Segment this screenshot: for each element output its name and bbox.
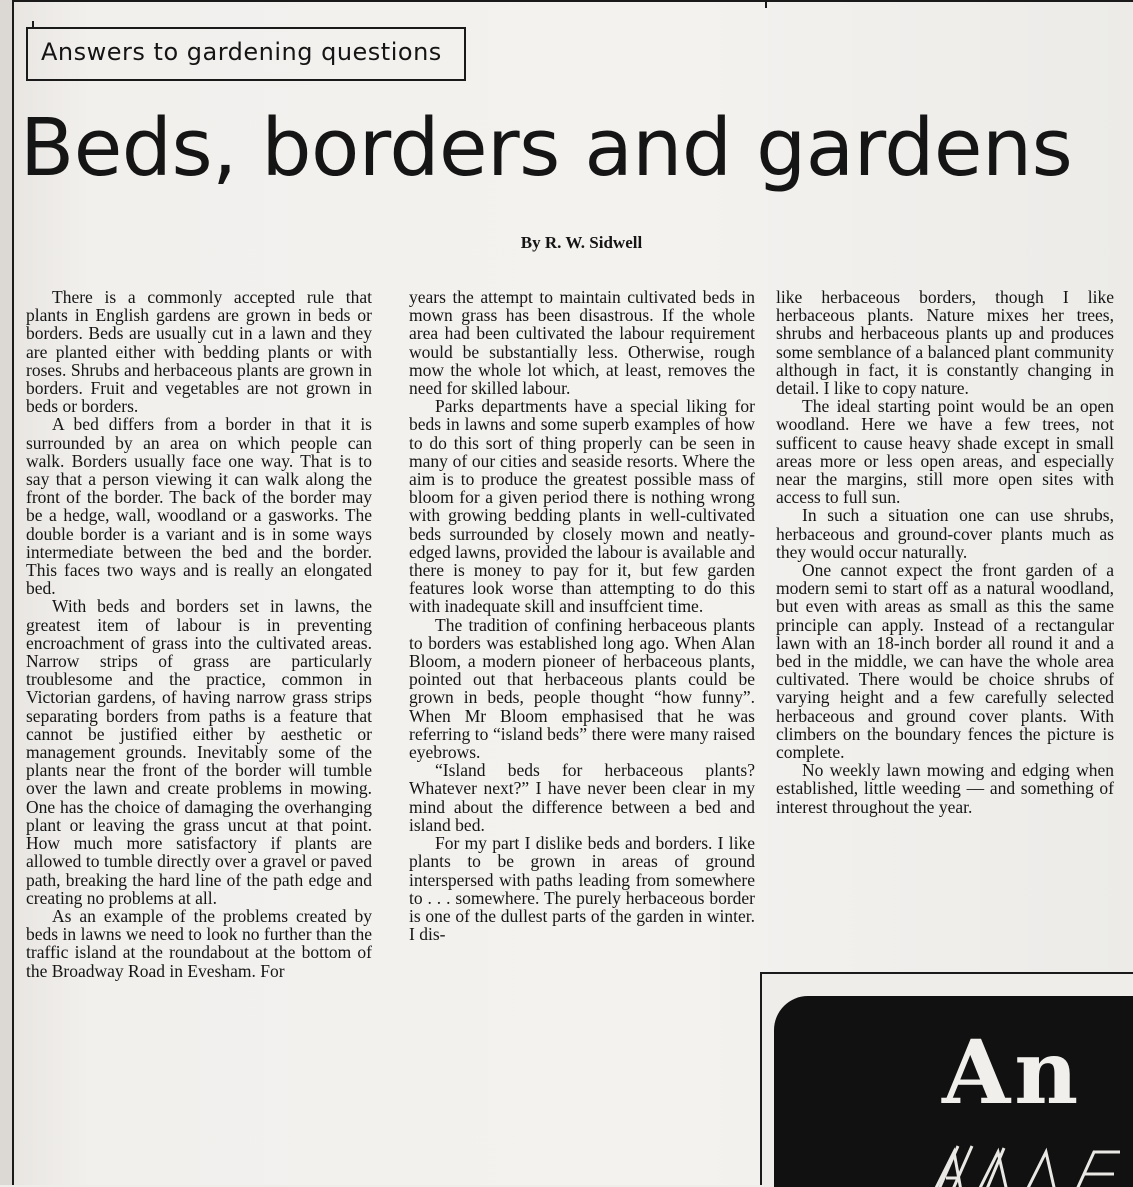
article-paragraph: The ideal starting point would be an open woodland. Here we have a few trees, not sufficent to cause heavy shade except in small areas more or less open areas, and especially near the margins, still more open sites with access to full sun. xyxy=(776,396,1114,508)
advertisement-headline: An xyxy=(942,1020,1083,1124)
article-column-1 xyxy=(26,288,372,980)
article-paragraph: One cannot expect the front garden of a modern semi to start off as a natural woodland, but even with areas as small as this the same principle can apply. Instead of a rectangular lawn with an 18-inch border all round it and a bed in the middle, we can have the whole area cultivated. There would be choice shrubs of varying height and a few carefully selected herbaceous and ground cover plants. With climbers on the boundary fences the picture is complete. xyxy=(776,560,1114,763)
article-paragraph: In such a situation one can use shrubs, herbaceous and ground-cover plants much as they would occur naturally. xyxy=(776,505,1114,562)
article-paragraph: Parks departments have a special liking for beds in lawns and some superb examples of how to do this sort of thing properly can be seen in many of our cities and seaside resorts. Where the aim is to produce the greatest possible mass of bloom for a given period there is nothing wrong with growing bedding plants in well-cultivated beds surrounded by closely mown and neatly-edged lawns, provided the labour is available and there is money to pay for it, but few garden features look worse than attempting to do this with inadequate skill and insuffcient time. xyxy=(409,396,756,617)
article-column-2 xyxy=(409,288,755,943)
byline: By R. W. Sidwell xyxy=(520,233,643,252)
article-paragraph: For my part I dislike beds and borders. I like plants to be grown in areas of ground interspersed with paths leading from somewhere to . . . somewhere. The purely herbaceous border is one of the dullest parts of the garden in winter. I dis- xyxy=(409,833,755,945)
article-paragraph: “Island beds for herbaceous plants? Whatever next?” I have never been clear in my mind about the difference between a bed and island bed. xyxy=(409,760,755,835)
article-paragraph: There is a commonly accepted rule that plants in English gardens are grown in beds or borders. Beds are usually cut in a lawn and they are planted either with bedding plants or with roses. Shrubs and herbaceous plants are grown in borders. Fruit and vegetables are not grown in beds or borders. xyxy=(26,287,372,417)
article-paragraph: A bed differs from a border in that it is surrounded by an area on which people can walk. Borders usually face one way. That is to say that a person viewing it can walk along the front of the border. The back of the border may be a hedge, wall, woodland or a gasworks. The double border is a variant and is in some ways intermediate between the bed and the border. This faces two ways and is really an elongated bed. xyxy=(26,414,372,599)
article-paragraph: No weekly lawn mowing and edging when established, little weeding — and something of interest throughout the year. xyxy=(776,760,1114,817)
headline: Beds, borders and gardens xyxy=(20,102,1073,194)
kicker-text: Answers to gardening questions xyxy=(41,38,442,66)
kicker-box xyxy=(26,27,466,81)
article-paragraph: The tradition of confining herbaceous plants to borders was established long ago. When Alan Bloom, a modern pioneer of herbaceous plants, pointed out that herbaceous plants could be grown in beds, people thought “how funny”. When Mr Bloom emphasised that he was referring to “island beds” there were many raised eyebrows. xyxy=(409,614,755,763)
top-rule xyxy=(12,0,1133,2)
article-paragraph: As an example of the problems created by beds in lawns we need to look no further than the traffic island at the roundabout at the bottom of the Broadway Road in Evesham. For xyxy=(26,905,372,981)
advertisement-box xyxy=(760,972,1133,1185)
article-paragraph: like herbaceous borders, though I like herbaceous plants. Nature mixes her trees, shrubs and herbaceous plants up and produces some semblance of a balanced plant community although in fact, it is constantly changing in detail. I like to copy nature. xyxy=(776,287,1114,399)
advertisement-panel xyxy=(774,996,1133,1187)
adjacent-column-edge xyxy=(0,0,14,1185)
article-column-3 xyxy=(776,288,1114,816)
advertisement-lettering-graphic xyxy=(924,1138,1133,1187)
article-paragraph: years the attempt to maintain cultivated beds in mown grass has been disastrous. If the whole area had been cultivated the labour requirement would be substantially less. Otherwise, rough mow the whole lot which, at least, removes the need for skilled labour. xyxy=(409,287,755,399)
article-paragraph: With beds and borders set in lawns, the greatest item of labour is in preventing encroachment of grass into the cultivated areas. Narrow strips of grass are particularly troublesome and the practice, common in Victorian gardens, of having narrow grass strips separating borders from paths is a feature that cannot be justified either by aesthetic or management grounds. Inevitably some of the plants near the front of the border will tumble over the lawn and create problems in mowing. One has the choice of damaging the overhanging plant or leaving the grass uncut at that point. How much more satisfactory if plants are allowed to tumble directly over a gravel or paved path, breaking the hard line of the path edge and creating no problems at all. xyxy=(26,596,372,908)
top-column-rule xyxy=(765,0,767,8)
